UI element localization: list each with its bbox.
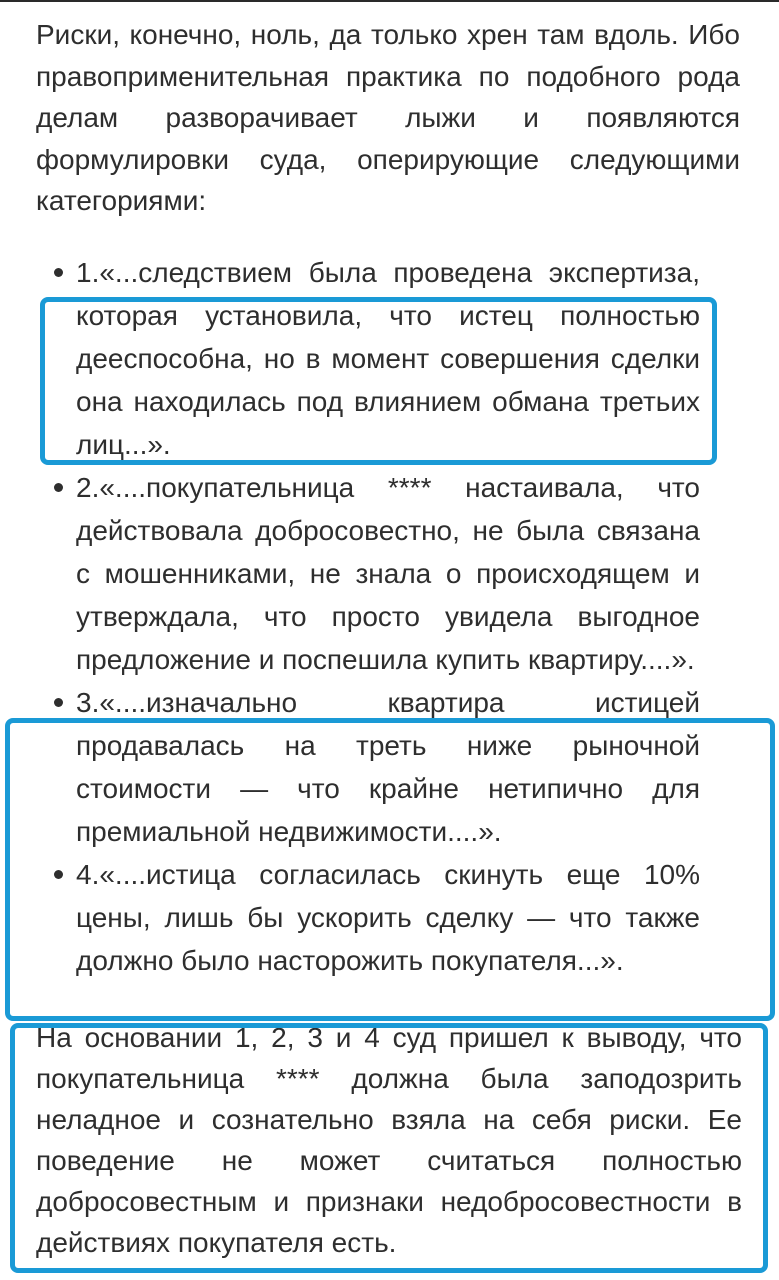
top-divider bbox=[0, 0, 779, 2]
conclusion-paragraph: На основании 1, 2, 3 и 4 суд пришел к выводу, что покупательница **** должна была заподозрить неладное и сознательно взяла на себя риски. Ее поведение не может считаться полностью добросовестным и признаки недобросовестности в действиях покупателя есть. bbox=[36, 1022, 742, 1258]
list-item: 1.«...следствием была проведена экспертиза, которая установила, что истец полностью дееспособна, но в момент совершения сделки она находилась под влиянием обмана третьих лиц...». bbox=[76, 251, 700, 466]
court-findings-list bbox=[0, 251, 779, 982]
list-item: 4.«....истица согласилась скинуть еще 10% цены, лишь бы ускорить сделку — что также должно было насторожить покупателя...». bbox=[76, 853, 700, 982]
intro-paragraph: Риски, конечно, ноль, да только хрен там вдоль. Ибо правоприменительная практика по подобного рода делам разворачивает лыжи и появляются формулировки суда, оперирующие следующими категориями: bbox=[36, 19, 740, 216]
list-item: 2.«....покупательница **** настаивала, что действовала добросовестно, не была связана с мошенниками, не знала о происходящем и утверждала, что просто увидела выгодное предложение и поспешила купить квартиру....». bbox=[76, 466, 700, 681]
list-item: 3.«....изначально квартира истицей продавалась на треть ниже рыночной стоимости — что крайне нетипично для премиальной недвижимости....». bbox=[76, 681, 700, 853]
